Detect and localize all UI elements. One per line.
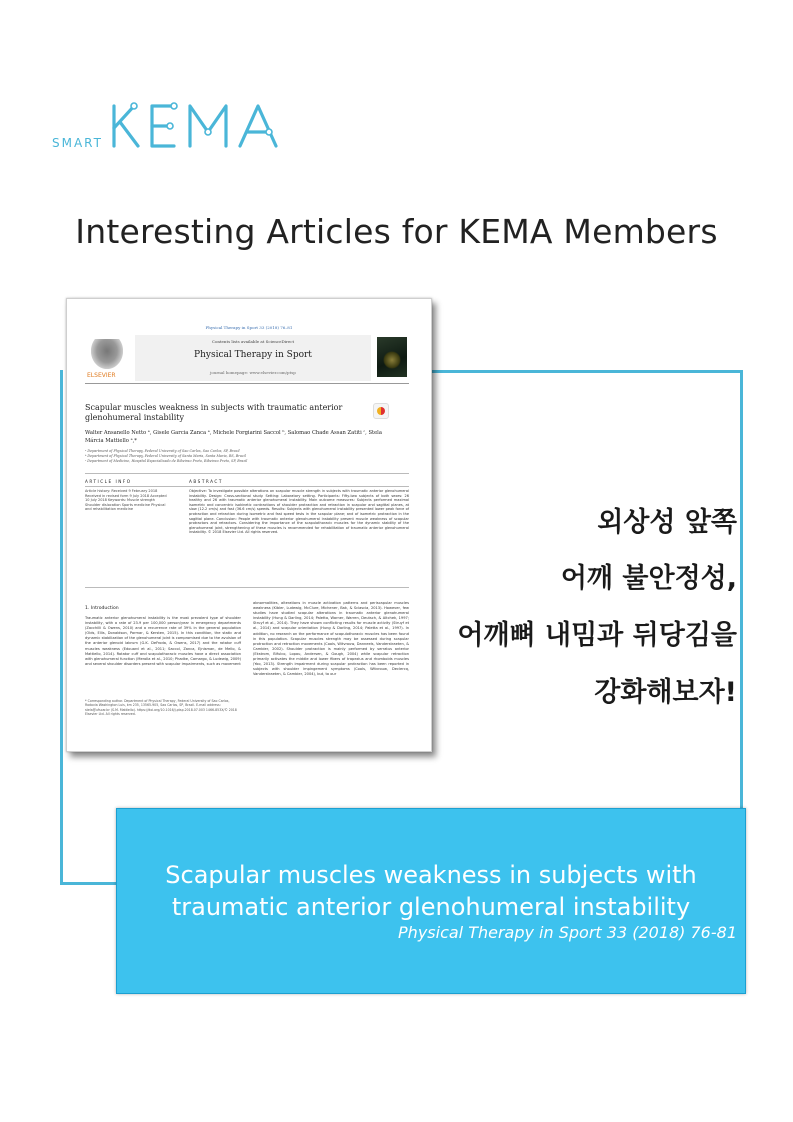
contents-line: Contents lists available at ScienceDirect: [211, 339, 295, 344]
journal-title: Physical Therapy in Sport: [194, 350, 312, 360]
journal-reference: Physical Therapy in Sport 33 (2018) 76–81: [205, 325, 293, 330]
divider: [85, 587, 409, 588]
affiliation-a: ᵃ Department of Physical Therapy, Federal University of Sao Carlos, Sao Carlos, SP, Brazil: [85, 449, 240, 453]
intro-right-column: abnormalities, alterations in muscle activation patterns and periscapular muscles weakness (Kibler, Ludewig, McClure, Michener, Bak, & Sciascia, 2013). However, few studies have studied scapular alterations in traumatic anterior glenohumeral instability (Hung & Darling, 2014; Paletta, Warner, Warren, Deutsch, & Altchek, 1997; Struyf et al., 2014). They have shown conflicting results for muscle activity (Struyf et al., 2014) and scapular orientation (Hung & Darling, 2014; Paletta et al., 1997). In addition, no research on the performance of scapulothoracic muscles has been found in this population. Scapular muscles strength may be assessed during scapular protraction and retraction movements (Cools, Witvrouw, Danneels, Vanderstraeten, & Cambier, 2002). Shoulder protraction is mainly performed by serratus anterior (Ekstrom, Bifulco, Lopau, Andersen, & Gough, 2004) while scapular retraction primarily activates the middle and lower fibers of trapezius and rhomboids muscles (Yoo, 2013). Strength impairment during scapular protraction has been reported in subjects with shoulder impingement symptoms (Cools, Witvrouw, Declercq, Vanderstraeten, & Cambier, 2004), but, to our: [253, 601, 409, 677]
paper-authors: Walter Ansanello Netto ᵃ, Gisele Garcia Zanca ᵃ, Michele Forgiarini Saccol ᵇ, Salomao Chade Assan Zatiti ᶜ, Stela Márcia Mattiello ᵃ,*: [85, 430, 382, 444]
band-title: [117, 859, 745, 923]
journal-cover-image: [377, 337, 407, 377]
korean-line-3: 어깨뼈 내밈과 뒤당김을: [457, 620, 737, 651]
masthead-center: [135, 335, 371, 381]
divider: [85, 473, 409, 474]
band-title-line-1: Scapular muscles weakness in subjects with: [165, 861, 697, 889]
band-citation: Physical Therapy in Sport 33 (2018) 76-81: [398, 923, 737, 942]
article-info: Article history: Received 9 February 2018 Received in revised form 9 July 2018 Accepted 10 July 2018 Keywords: Muscle strength Shoulder dislocation Sports medicine Physical and rehabilitation medicine: [85, 489, 167, 512]
kema-logo: [52, 98, 252, 158]
divider: [85, 486, 409, 487]
article-info-heading: ARTICLE INFO: [85, 479, 132, 484]
logo-wordmark: [108, 98, 292, 154]
intro-left-column: Traumatic anterior glenohumeral instability is the most prevalent type of shoulder instability, with a rate of 23.9 per 100,000 person/year in emergency departments (Zacchilli & Owens, 2010) and a recurrence rate of 39% in the general population (Olds, Ellis, Donaldson, Parmar, & Kersten, 2015). In this condition, the static and dynamic stabilization of the glenohumeral joint is compromised due to the avulsion of the anterior glenoid labrum (G.K. DeFroda, & Owens, 2017) and the rotator cuff muscles weakness (Edouard et al., 2011; Saccol, Zanca, Ejnisman, de Mello, & Mattiello, 2014). Rotator cuff and scapulothoracic muscles have a direct association with glenohumeral function (Merolla et al., 2010; Phadke, Camargo, & Ludewig, 2009) and several shoulder disorders present with scapular impairments, such as movement: [85, 616, 241, 666]
footnote: * Corresponding author. Department of Physical Therapy, Federal University of Sao Carlos, Rodovia Washington Luis, km 235, 13565-905, Sao Carlos, SP, Brazil. E-mail address: stela@ufscar.br (S.M. Mattiello). https://doi.org/10.1016/j.ptsp.2018.07.003 1466-853X/© 2018 Elsevier Ltd. All rights reserved.: [85, 699, 237, 717]
introduction-heading: 1. Introduction: [85, 606, 119, 611]
paper-affiliations: [85, 449, 385, 464]
headline: Interesting Articles for KEMA Members: [75, 212, 718, 251]
korean-line-1: 외상성 앞쪽: [597, 507, 737, 538]
band-title-line-2: traumatic anterior glenohumeral instability: [171, 893, 691, 921]
publisher-logo: [85, 335, 129, 381]
article-title-band: [116, 808, 746, 994]
journal-homepage: journal homepage: www.elsevier.com/ptsp: [210, 370, 296, 375]
abstract-text: Objective: To investigate possible alterations on scapular muscle strength in subjects with traumatic anterior glenohumeral instability. Design: Cross-sectional study. Setting: Laboratory setting. Participants: Fifty-two subjects of both sexes: 26 healthy and 26 with traumatic anterior glenohumeral instability. Main outcome measures: Subjects performed maximal isometric and concentric isokinetic contractions of shoulder protraction and retraction in scapular and sagittal planes, at slow (12.2 cm/s) and fast (36.6 cm/s) speeds. Results: Subjects with glenohumeral instability presented lower peak force of protraction and retraction during isometric and fast speed tests in the scapular plane; and of isometric protraction in the sagittal plane. Conclusion: People with traumatic anterior glenohumeral instability present muscle weakness of scapular protractors and retractors. Considering the importance of the scapulothoracic muscles for the dynamic stability of the glenohumeral joint, strengthening of these muscles is recommended for rehabilitation of traumatic anterior glenohumeral instability. © 2018 Elsevier Ltd. All rights reserved.: [189, 489, 409, 535]
abstract-heading: ABSTRACT: [189, 479, 223, 484]
elsevier-tree-icon: [91, 339, 123, 369]
korean-line-2: 어깨 불안정성,: [560, 563, 737, 594]
logo-prefix: SMART: [52, 136, 103, 150]
paper-title: Scapular muscles weakness in subjects with traumatic anterior glenohumeral instability: [85, 403, 343, 422]
crossmark-icon: [373, 403, 389, 419]
journal-masthead: [85, 335, 409, 384]
article-thumbnail: [66, 298, 432, 752]
outline-frame-top: [430, 370, 743, 373]
affiliation-c: ᶜ Department of Medicine, Hospital Especializado de Ribeirao Preto, Ribeirao Preto, SP, Brazil: [85, 459, 248, 463]
affiliation-b: ᵇ Department of Physical Therapy, Federal University of Santa Maria, Santa Maria, RS, Brazil: [85, 454, 246, 458]
publisher-name: ELSEVIER: [87, 372, 116, 379]
korean-line-4: 강화해보자!: [594, 677, 737, 708]
